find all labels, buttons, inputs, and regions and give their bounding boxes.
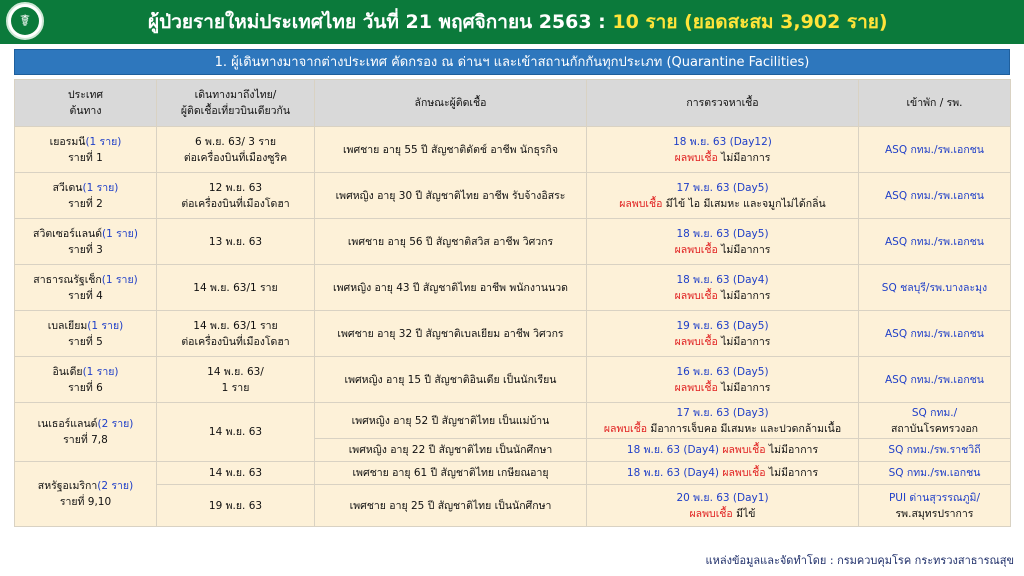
profile-cell: เพศหญิง อายุ 30 ปี สัญชาติไทย อาชีพ รับจ้างอิสระ [315, 173, 587, 219]
country-cell: อินเดีย(1 ราย) รายที่ 6 [15, 357, 157, 403]
travel-cell: 19 พ.ย. 63 [157, 485, 315, 527]
profile-cell: เพศชาย อายุ 32 ปี สัญชาติเบลเยียม อาชีพ วิศวกร [315, 311, 587, 357]
page-title [148, 6, 888, 38]
country-cell: สาธารณรัฐเช็ก(1 ราย) รายที่ 4 [15, 265, 157, 311]
travel-cell: 12 พ.ย. 63 ต่อเครื่องบินที่เมืองโดฮา [157, 173, 315, 219]
country-cell: เยอรมนี(1 ราย) รายที่ 1 [15, 127, 157, 173]
table-row [15, 127, 1011, 173]
caduceus-icon: ☤ [11, 7, 39, 35]
travel-cell: 14 พ.ย. 63 [157, 403, 315, 462]
header-country: ประเทศ ต้นทาง [15, 80, 157, 127]
facility-cell: PUI ด่านสุวรรณภูมิ/ รพ.สมุทรปราการ [859, 485, 1011, 527]
test-cell: 17 พ.ย. 63 (Day5) ผลพบเชื้อ มีไข้ ไอ มีเสมหะ และจมูกไม่ได้กลิ่น [587, 173, 859, 219]
header-test: การตรวจหาเชื้อ [587, 80, 859, 127]
profile-cell: เพศหญิง อายุ 52 ปี สัญชาติไทย เป็นแม่บ้าน [315, 403, 587, 439]
header-profile: ลักษณะผู้ติดเชื้อ [315, 80, 587, 127]
country-cell: สวิตเซอร์แลนด์(1 ราย) รายที่ 3 [15, 219, 157, 265]
facility-cell: ASQ กทม./รพ.เอกชน [859, 311, 1011, 357]
travel-cell: 6 พ.ย. 63/ 3 ราย ต่อเครื่องบินที่เมืองซูริค [157, 127, 315, 173]
table-row [15, 462, 1011, 485]
profile-cell: เพศหญิง อายุ 43 ปี สัญชาติไทย อาชีพ พนักงานนวด [315, 265, 587, 311]
table-row [15, 357, 1011, 403]
header-travel: เดินทางมาถึงไทย/ ผู้ติดเชื้อเที่ยวบินเดียวกัน [157, 80, 315, 127]
cases-table [14, 79, 1011, 527]
source-footer: แหล่งข้อมูลและจัดทำโดย : กรมควบคุมโรค กระทรวงสาธารณสุข [705, 554, 1014, 567]
test-cell: 18 พ.ย. 63 (Day4) ผลพบเชื้อ ไม่มีอาการ [587, 462, 859, 485]
facility-cell: SQ ชลบุรี/รพ.บางละมุง [859, 265, 1011, 311]
profile-cell: เพศชาย อายุ 55 ปี สัญชาติดัตช์ อาชีพ นักธุรกิจ [315, 127, 587, 173]
travel-cell: 13 พ.ย. 63 [157, 219, 315, 265]
table-row [15, 311, 1011, 357]
country-cell: สหรัฐอเมริกา(2 ราย) รายที่ 9,10 [15, 462, 157, 527]
table-row [15, 403, 1011, 439]
test-cell: 18 พ.ย. 63 (Day12) ผลพบเชื้อ ไม่มีอาการ [587, 127, 859, 173]
header-bar [0, 0, 1024, 44]
facility-cell: ASQ กทม./รพ.เอกชน [859, 173, 1011, 219]
travel-cell: 14 พ.ย. 63 [157, 462, 315, 485]
title-highlight: 10 ราย (ยอดสะสม 3,902 ราย) [612, 11, 888, 33]
profile-cell: เพศหญิง อายุ 15 ปี สัญชาติอินเดีย เป็นนักเรียน [315, 357, 587, 403]
table-row [15, 485, 1011, 527]
test-cell: 20 พ.ย. 63 (Day1) ผลพบเชื้อ มีไข้ [587, 485, 859, 527]
table-row [15, 219, 1011, 265]
facility-cell: SQ กทม./ สถาบันโรคทรวงอก [859, 403, 1011, 439]
test-cell: 16 พ.ย. 63 (Day5) ผลพบเชื้อ ไม่มีอาการ [587, 357, 859, 403]
facility-cell: ASQ กทม./รพ.เอกชน [859, 219, 1011, 265]
profile-cell: เพศหญิง อายุ 22 ปี สัญชาติไทย เป็นนักศึกษา [315, 439, 587, 462]
title-main: ผู้ป่วยรายใหม่ประเทศไทย วันที่ 21 พฤศจิกายน 2563 : [148, 11, 606, 33]
facility-cell: ASQ กทม./รพ.เอกชน [859, 127, 1011, 173]
section-title: 1. ผู้เดินทางมาจากต่างประเทศ คัดกรอง ณ ด่านฯ และเข้าสถานกักกันทุกประเภท (Quarantine Facilities) [14, 49, 1010, 75]
profile-cell: เพศชาย อายุ 25 ปี สัญชาติไทย เป็นนักศึกษา [315, 485, 587, 527]
facility-cell: SQ กทม./รพ.เอกชน [859, 462, 1011, 485]
table-row [15, 265, 1011, 311]
table-header-row [15, 80, 1011, 127]
test-cell: 18 พ.ย. 63 (Day5) ผลพบเชื้อ ไม่มีอาการ [587, 219, 859, 265]
facility-cell: ASQ กทม./รพ.เอกชน [859, 357, 1011, 403]
test-cell: 18 พ.ย. 63 (Day4) ผลพบเชื้อ ไม่มีอาการ [587, 265, 859, 311]
test-cell: 18 พ.ย. 63 (Day4) ผลพบเชื้อ ไม่มีอาการ [587, 439, 859, 462]
travel-cell: 14 พ.ย. 63/1 ราย ต่อเครื่องบินที่เมืองโดฮา [157, 311, 315, 357]
ministry-logo [6, 2, 44, 40]
test-cell: 19 พ.ย. 63 (Day5) ผลพบเชื้อ ไม่มีอาการ [587, 311, 859, 357]
header-facility: เข้าพัก / รพ. [859, 80, 1011, 127]
travel-cell: 14 พ.ย. 63/ 1 ราย [157, 357, 315, 403]
travel-cell: 14 พ.ย. 63/1 ราย [157, 265, 315, 311]
country-cell: สวีเดน(1 ราย) รายที่ 2 [15, 173, 157, 219]
facility-cell: SQ กทม./รพ.ราชวิถี [859, 439, 1011, 462]
test-cell: 17 พ.ย. 63 (Day3) ผลพบเชื้อ มีอาการเจ็บคอ มีเสมหะ และปวดกล้ามเนื้อ [587, 403, 859, 439]
profile-cell: เพศชาย อายุ 61 ปี สัญชาติไทย เกษียณอายุ [315, 462, 587, 485]
country-cell: เนเธอร์แลนด์(2 ราย) รายที่ 7,8 [15, 403, 157, 462]
country-cell: เบลเยียม(1 ราย) รายที่ 5 [15, 311, 157, 357]
profile-cell: เพศชาย อายุ 56 ปี สัญชาติสวิส อาชีพ วิศวกร [315, 219, 587, 265]
table-row [15, 173, 1011, 219]
